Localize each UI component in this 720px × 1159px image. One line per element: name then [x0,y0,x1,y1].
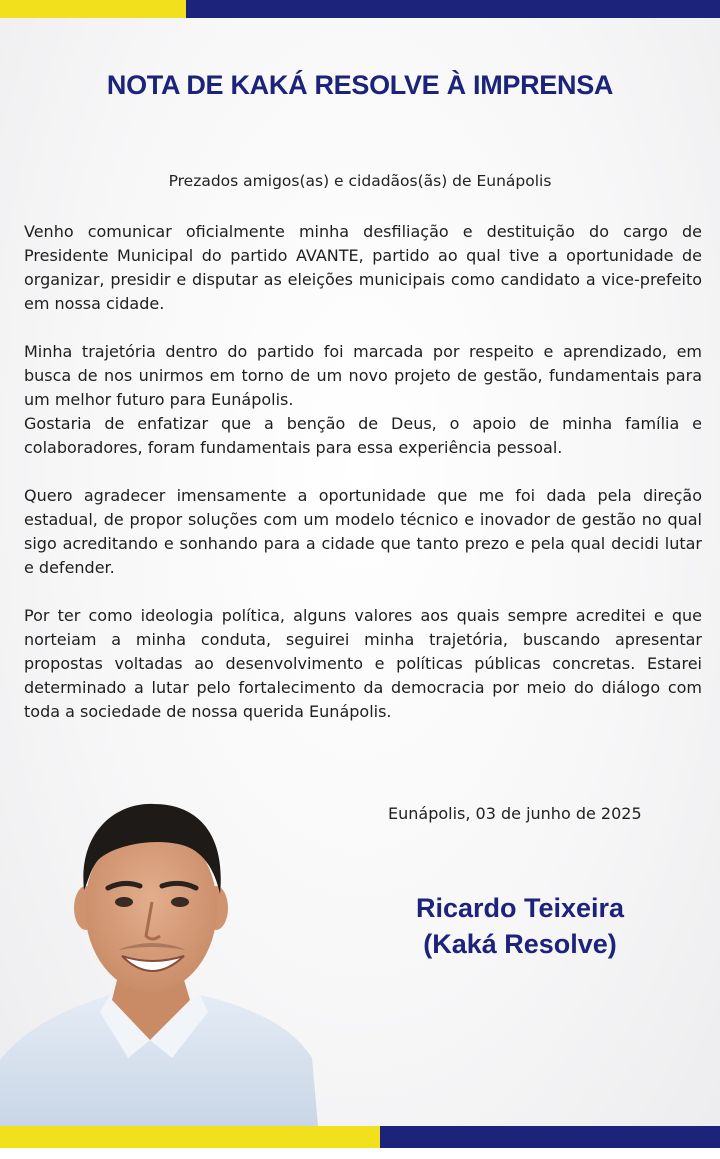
paragraph-2: Minha trajetória dentro do partido foi marcada por respeito e aprendizado, em busca de nos unirmos em torno de um novo projeto de gestão, fundamentais para um melhor futuro para Eunápolis. [24,342,702,409]
bottom-yellow-band [0,1126,380,1148]
greeting-line: Prezados amigos(as) e cidadãos(ãs) de Eunápolis [168,172,552,190]
bottom-white-strip [0,1148,720,1159]
top-navy-band [186,0,720,18]
paragraph-4: Quero agradecer imensamente a oportunidade que me foi dada pela direção estadual, de propor soluções com um modelo técnico e inovador de gestão no qual sigo acreditando e sonhando para a cidade que tanto prezo e pela qual decidi lutar e defender. [24,486,702,577]
signature-name: Ricardo Teixeira [415,893,625,923]
paragraph-3: Gostaria de enfatizar que a benção de Deus, o apoio de minha família e colaboradores, foram fundamentais para essa experiência pessoal. [24,414,702,457]
signature-nickname: (Kaká Resolve) [423,929,617,959]
top-yellow-band [0,0,186,18]
document-title: NOTA DE KAKÁ RESOLVE À IMPRENSA [106,70,614,100]
bottom-navy-band [380,1126,720,1148]
dateline: Eunápolis, 03 de junho de 2025 [388,804,642,823]
body-text [24,220,702,748]
portrait-photo [0,790,330,1126]
signature-block [390,890,650,962]
paragraph-1: Venho comunicar oficialmente minha desfiliação e destituição do cargo de Presidente Municipal do partido AVANTE, partido ao qual tive a oportunidade de organizar, presidir e disputar as eleições municipais como candidato a vice-prefeito em nossa cidade. [24,222,702,313]
paragraph-5: Por ter como ideologia política, alguns valores aos quais sempre acreditei e que norteiam a minha conduta, seguirei minha trajetória, buscando apresentar propostas voltadas ao desenvolvimento e políticas públicas concretas. Estarei determinado a lutar pelo fortalecimento da democracia por meio do diálogo com toda a sociedade de nossa querida Eunápolis. [24,606,702,721]
